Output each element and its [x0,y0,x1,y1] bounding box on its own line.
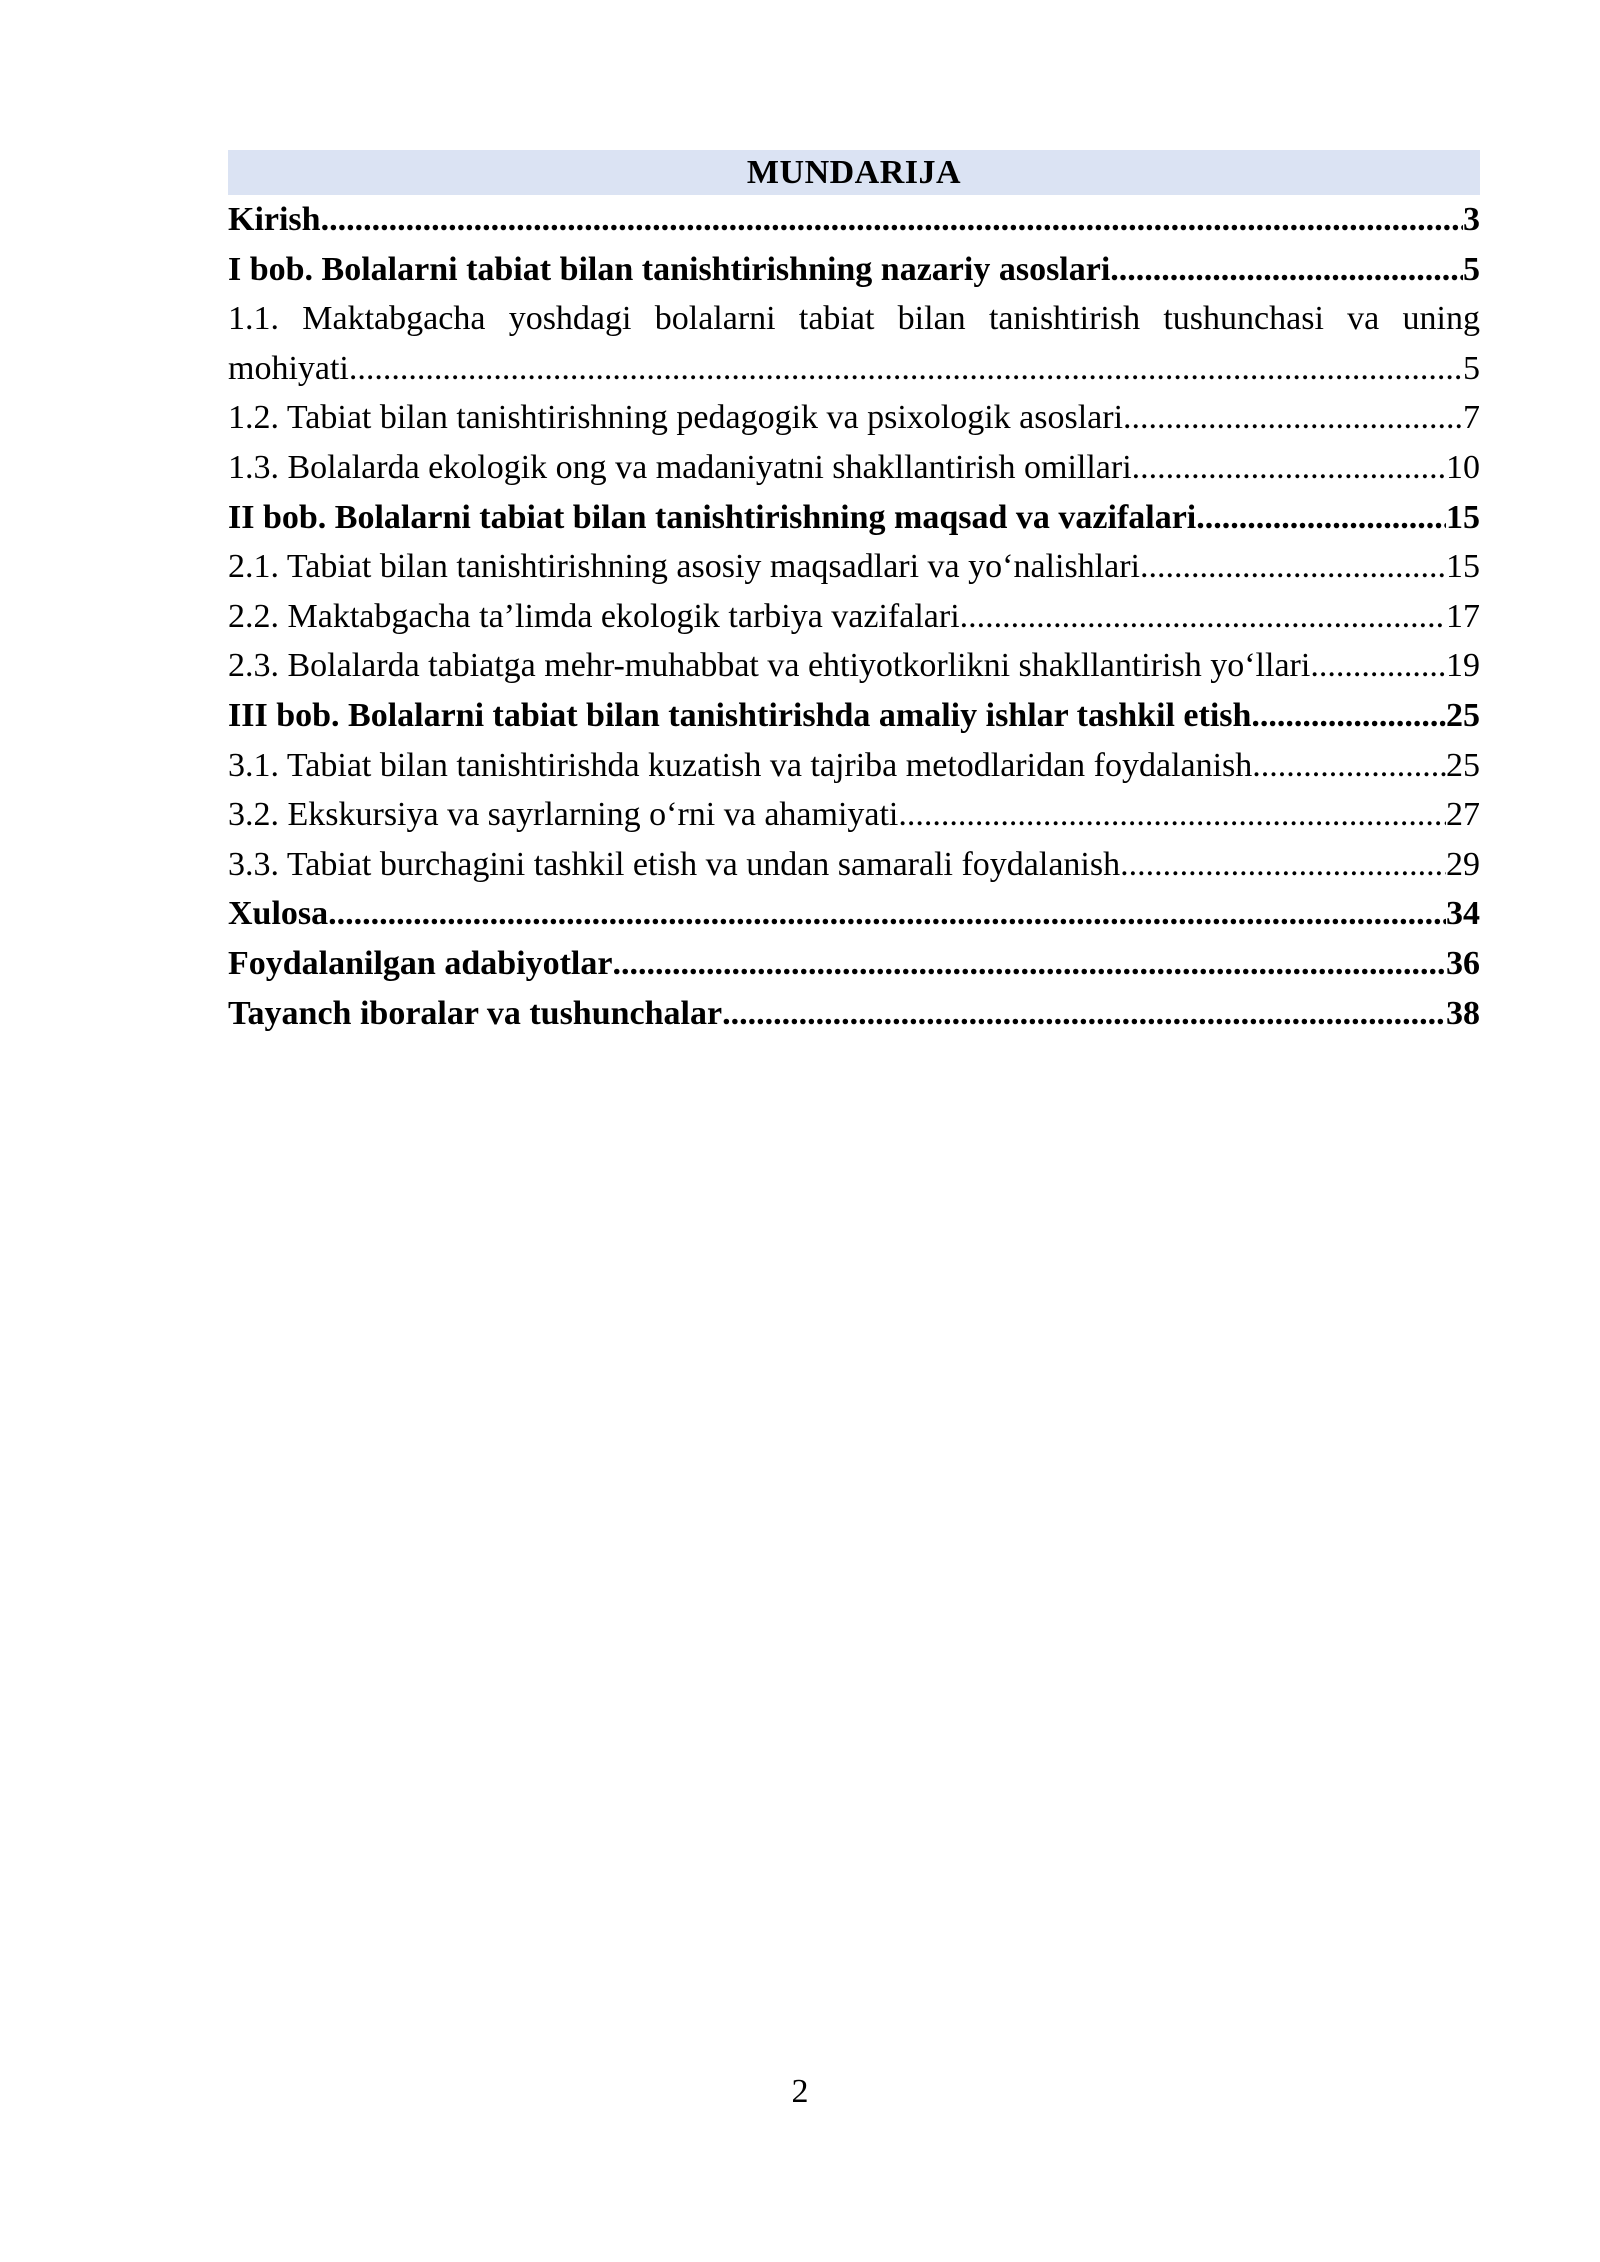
dot-leader [1310,641,1446,691]
dot-leader [1252,741,1446,791]
toc-entry-label: 3.2. Ekskursiya va sayrlarning o‘rni va ahamiyati [228,796,899,834]
toc-entry-page: 27 [1446,796,1480,834]
toc-entry-label: II bob. Bolalarni tabiat bilan tanishtirishning maqsad va vazifalari [228,498,1197,536]
toc-entry-label: Foydalanilgan adabiyotlar [228,944,613,982]
dot-leader [1196,493,1446,543]
toc-entry-chapter-3[interactable] [228,691,1480,741]
toc-entry-label: III bob. Bolalarni tabiat bilan tanishtirishda amaliy ishlar tashkil etish [228,696,1252,734]
toc-entry-page: 5 [1463,349,1480,387]
toc-entry-section-3-2[interactable] [228,790,1480,840]
dot-leader [960,592,1446,642]
dot-leader [349,344,1463,394]
toc-entry-section-2-3[interactable] [228,641,1480,691]
dot-leader [1140,542,1446,592]
toc-entry-label: Tayanch iboralar va tushunchalar [228,994,723,1032]
toc-entry-section-1-2[interactable] [228,393,1480,443]
toc-entry-section-1-3[interactable] [228,443,1480,493]
table-of-contents [228,150,1480,1038]
toc-entry-page: 15 [1446,548,1480,586]
toc-entry-page: 19 [1446,647,1480,685]
toc-entry-label: 2.1. Tabiat bilan tanishtirishning asosiy maqsadlari va yo‘nalishlari [228,548,1140,586]
dot-leader [722,989,1446,1039]
toc-entry-label: 2.2. Maktabgacha ta’limda ekologik tarbiya vazifalari [228,597,960,635]
toc-entry-page: 10 [1446,448,1480,486]
toc-entry-xulosa[interactable] [228,889,1480,939]
toc-entry-label: 3.3. Tabiat burchagini tashkil etish va undan samarali foydalanish [228,845,1121,883]
toc-entry-label: 1.3. Bolalarda ekologik ong va madaniyatni shakllantirish omillari [228,448,1132,486]
toc-entry-page: 34 [1446,895,1480,933]
toc-entry-page: 29 [1446,845,1480,883]
toc-entry-label: Xulosa [228,895,329,933]
toc-entry-section-1-1[interactable] [228,294,1480,393]
dot-leader [1123,393,1463,443]
toc-entry-label: I bob. Bolalarni tabiat bilan tanishtirishning nazariy asoslari [228,250,1111,288]
toc-entry-page: 25 [1446,696,1480,734]
toc-entry-page: 38 [1446,994,1480,1032]
dot-leader [1110,245,1463,295]
page-number: 2 [791,2073,809,2110]
toc-entry-label-line1: 1.1. Maktabgacha yoshdagi bolalarni tabiat bilan tanishtirish tushunchasi va uning [228,300,1480,338]
toc-entry-label: Kirish [228,201,321,238]
toc-entry-page: 25 [1446,746,1480,784]
toc-entry-chapter-1[interactable] [228,245,1480,295]
toc-entry-chapter-2[interactable] [228,493,1480,543]
toc-entry-label: 1.2. Tabiat bilan tanishtirishning pedagogik va psixologik asoslari [228,399,1124,437]
toc-entry-label: 3.1. Tabiat bilan tanishtirishda kuzatish va tajriba metodlaridan foydalanish [228,746,1253,784]
toc-entry-kirish[interactable] [228,195,1480,245]
toc-entry-page: 36 [1446,944,1480,982]
dot-leader [898,790,1446,840]
toc-title: MUNDARIJA [228,150,1480,195]
toc-entry-section-3-3[interactable] [228,840,1480,890]
dot-leader [1251,691,1446,741]
toc-entry-section-3-1[interactable] [228,741,1480,791]
toc-entry-page: 5 [1463,250,1480,288]
dot-leader [1132,443,1446,493]
toc-entry-page: 3 [1463,201,1480,238]
toc-entry-tayanch-iboralar[interactable] [228,989,1480,1039]
toc-entry-label: mohiyati [228,349,349,387]
dot-leader [321,195,1463,245]
toc-entry-page: 17 [1446,597,1480,635]
toc-entry-section-2-1[interactable] [228,542,1480,592]
toc-entry-adabiyotlar[interactable] [228,939,1480,989]
dot-leader [1120,840,1446,890]
toc-entry-page: 15 [1446,498,1480,536]
toc-entry-page: 7 [1463,399,1480,437]
dot-leader [612,939,1446,989]
toc-entry-label: 2.3. Bolalarda tabiatga mehr-muhabbat va ehtiyotkorlikni shakllantirish yo‘llari [228,647,1311,685]
dot-leader [328,889,1446,939]
toc-entry-section-2-2[interactable] [228,592,1480,642]
